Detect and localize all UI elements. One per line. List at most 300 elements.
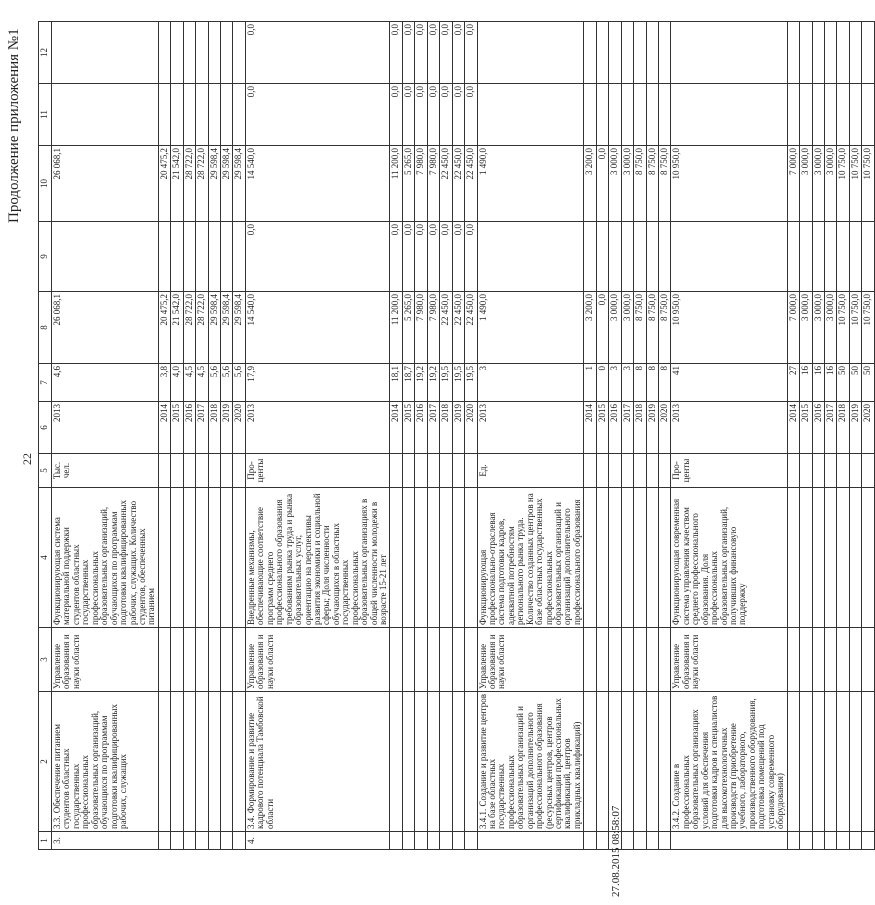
table-cell: 0,0 bbox=[440, 22, 452, 84]
table-cell: 3 000,0 bbox=[824, 292, 836, 364]
table-cell bbox=[787, 84, 799, 146]
table-cell bbox=[671, 222, 787, 292]
table-cell bbox=[849, 628, 861, 692]
table-row bbox=[824, 22, 836, 850]
table-cell bbox=[862, 84, 874, 146]
table-cell bbox=[52, 84, 159, 146]
table-cell bbox=[208, 22, 220, 84]
table-cell bbox=[634, 454, 646, 488]
table-cell bbox=[824, 628, 836, 692]
table-cell bbox=[800, 454, 812, 488]
table-cell bbox=[596, 832, 608, 850]
table-cell bbox=[171, 454, 183, 488]
table-cell bbox=[440, 488, 452, 628]
table-cell bbox=[52, 222, 159, 292]
table-cell bbox=[465, 692, 477, 832]
table-cell: 2020 bbox=[862, 402, 874, 454]
table-cell bbox=[584, 84, 596, 146]
table-cell: 5 265,0 bbox=[402, 146, 414, 222]
table-row bbox=[452, 22, 464, 850]
table-cell bbox=[646, 832, 658, 850]
table-row bbox=[390, 22, 402, 850]
table-cell: 50 bbox=[837, 364, 849, 402]
table-cell: 0,0 bbox=[427, 84, 439, 146]
table-cell: 2016 bbox=[609, 402, 621, 454]
table-cell bbox=[196, 222, 208, 292]
table-cell: 29 598,4 bbox=[208, 146, 220, 222]
table-cell: 4,0 bbox=[171, 364, 183, 402]
table-cell bbox=[440, 454, 452, 488]
table-cell bbox=[596, 22, 608, 84]
table-cell: 2013 bbox=[52, 402, 159, 454]
column-header: 5 bbox=[39, 454, 52, 488]
table-cell bbox=[596, 692, 608, 832]
table-cell bbox=[208, 832, 220, 850]
table-cell: 11 200,0 bbox=[390, 146, 402, 222]
table-cell bbox=[824, 22, 836, 84]
table-cell: 29 598,4 bbox=[221, 146, 233, 222]
table-cell bbox=[233, 454, 245, 488]
table-cell: 2016 bbox=[812, 402, 824, 454]
table-cell: 28 722,0 bbox=[183, 292, 195, 364]
table-cell: 10 750,0 bbox=[837, 146, 849, 222]
table-row bbox=[584, 22, 596, 850]
table-cell: 2018 bbox=[634, 402, 646, 454]
table-cell bbox=[849, 454, 861, 488]
table-cell: 22 450,0 bbox=[465, 146, 477, 222]
table-cell: 0,0 bbox=[452, 22, 464, 84]
table-cell bbox=[584, 488, 596, 628]
table-row bbox=[646, 22, 658, 850]
table-row bbox=[477, 22, 584, 850]
table-cell bbox=[196, 84, 208, 146]
table-cell bbox=[812, 84, 824, 146]
table-cell: 14 540,0 bbox=[245, 146, 390, 222]
table-cell bbox=[158, 222, 170, 292]
table-cell bbox=[208, 454, 220, 488]
table-cell bbox=[452, 832, 464, 850]
table-cell: 2014 bbox=[584, 402, 596, 454]
table-row bbox=[158, 22, 170, 850]
table-cell bbox=[646, 488, 658, 628]
table-cell: 3 000,0 bbox=[621, 292, 633, 364]
table-cell: Управление образования и науки области bbox=[477, 628, 584, 692]
table-cell bbox=[787, 488, 799, 628]
table-cell: 2018 bbox=[837, 402, 849, 454]
column-header: 1 bbox=[39, 832, 52, 850]
table-cell: 2014 bbox=[390, 402, 402, 454]
table-cell bbox=[609, 454, 621, 488]
table-cell: 10 750,0 bbox=[837, 292, 849, 364]
table-cell: 3 000,0 bbox=[800, 292, 812, 364]
table-cell: 8 bbox=[646, 364, 658, 402]
table-cell bbox=[171, 22, 183, 84]
table-cell bbox=[837, 222, 849, 292]
table-cell bbox=[158, 84, 170, 146]
table-cell bbox=[183, 22, 195, 84]
table-cell: 26 068,1 bbox=[52, 292, 159, 364]
table-cell: 10 950,0 bbox=[671, 146, 787, 222]
table-cell bbox=[390, 488, 402, 628]
table-cell bbox=[584, 222, 596, 292]
table-cell bbox=[787, 454, 799, 488]
table-row bbox=[245, 22, 390, 850]
table-cell: 3,8 bbox=[158, 364, 170, 402]
table-row bbox=[415, 22, 427, 850]
table-cell bbox=[862, 692, 874, 832]
table-row bbox=[233, 22, 245, 850]
table-cell bbox=[171, 628, 183, 692]
table-cell bbox=[208, 222, 220, 292]
table-cell: 2017 bbox=[427, 402, 439, 454]
table-cell: 22 450,0 bbox=[440, 146, 452, 222]
table-cell bbox=[221, 222, 233, 292]
table-cell bbox=[183, 832, 195, 850]
table-cell: 0 bbox=[596, 364, 608, 402]
table-cell bbox=[800, 222, 812, 292]
table-cell bbox=[390, 692, 402, 832]
table-cell bbox=[233, 84, 245, 146]
table-cell: Про-центы bbox=[245, 454, 390, 488]
table-cell bbox=[390, 628, 402, 692]
table-cell bbox=[233, 488, 245, 628]
table-cell bbox=[465, 832, 477, 850]
table-cell: 7 980,0 bbox=[427, 146, 439, 222]
table-cell: 28 722,0 bbox=[183, 146, 195, 222]
table-cell bbox=[221, 692, 233, 832]
table-cell bbox=[837, 22, 849, 84]
table-cell: 2020 bbox=[233, 402, 245, 454]
table-cell bbox=[634, 488, 646, 628]
table-cell bbox=[596, 488, 608, 628]
table-cell bbox=[849, 22, 861, 84]
table-cell: 10 750,0 bbox=[862, 146, 874, 222]
table-cell: 28 722,0 bbox=[196, 146, 208, 222]
table-cell bbox=[621, 454, 633, 488]
table-cell bbox=[452, 628, 464, 692]
column-header: 8 bbox=[39, 292, 52, 364]
table-cell: 1 bbox=[584, 364, 596, 402]
table-cell: 0,0 bbox=[415, 222, 427, 292]
table-cell bbox=[183, 488, 195, 628]
table-cell: 22 450,0 bbox=[452, 292, 464, 364]
table-cell: Тыс. чел. bbox=[52, 454, 159, 488]
table-cell: 2020 bbox=[658, 402, 670, 454]
table-cell: 3.3. Обеспечение питанием студентов областных государственных профессиональных образовательных организаций, обучающихся по программам подготовки квалифицированных рабочих, служащих bbox=[52, 692, 159, 832]
table-cell bbox=[452, 692, 464, 832]
column-header: 3 bbox=[39, 628, 52, 692]
table-cell bbox=[390, 454, 402, 488]
table-cell bbox=[824, 832, 836, 850]
table-cell bbox=[196, 22, 208, 84]
table-cell: 7 980,0 bbox=[415, 146, 427, 222]
table-cell: 0,0 bbox=[440, 84, 452, 146]
table-cell bbox=[646, 454, 658, 488]
table-cell: 7 980,0 bbox=[427, 292, 439, 364]
table-cell bbox=[415, 832, 427, 850]
table-cell bbox=[837, 488, 849, 628]
table-cell: 19,5 bbox=[465, 364, 477, 402]
table-cell: 4. bbox=[245, 832, 390, 850]
table-cell: 2013 bbox=[671, 402, 787, 454]
table-cell: 10 750,0 bbox=[862, 292, 874, 364]
table-cell bbox=[465, 454, 477, 488]
table-cell: 0,0 bbox=[440, 222, 452, 292]
table-cell bbox=[183, 222, 195, 292]
table-cell: 8 bbox=[658, 364, 670, 402]
table-cell: 8 750,0 bbox=[634, 146, 646, 222]
table-cell bbox=[596, 628, 608, 692]
table-cell bbox=[440, 692, 452, 832]
table-cell: 27 bbox=[787, 364, 799, 402]
table-cell: 10 950,0 bbox=[671, 292, 787, 364]
table-cell bbox=[465, 488, 477, 628]
table-cell bbox=[862, 22, 874, 84]
table-cell: 3. bbox=[52, 832, 159, 850]
table-cell: 4,6 bbox=[52, 364, 159, 402]
table-cell bbox=[658, 22, 670, 84]
table-cell bbox=[800, 832, 812, 850]
table-cell bbox=[812, 454, 824, 488]
column-header: 11 bbox=[39, 84, 52, 146]
table-cell: 0,0 bbox=[452, 84, 464, 146]
table-cell: 3.4. Формирование и развитие кадрового потенциала Тамбовской области bbox=[245, 692, 390, 832]
table-cell bbox=[609, 628, 621, 692]
table-cell bbox=[621, 22, 633, 84]
table-cell: 3 000,0 bbox=[621, 146, 633, 222]
table-cell bbox=[402, 488, 414, 628]
table-row bbox=[465, 22, 477, 850]
table-cell bbox=[634, 628, 646, 692]
table-cell bbox=[415, 454, 427, 488]
table-cell bbox=[812, 222, 824, 292]
table-cell bbox=[837, 454, 849, 488]
table-cell: 2017 bbox=[824, 402, 836, 454]
page-title: Продолжение приложения №1 bbox=[6, 28, 22, 223]
table-cell bbox=[787, 22, 799, 84]
table-cell bbox=[596, 222, 608, 292]
table-cell: Ед. bbox=[477, 454, 584, 488]
table-cell bbox=[233, 22, 245, 84]
table-cell bbox=[812, 628, 824, 692]
table-cell bbox=[862, 488, 874, 628]
table-cell: 22 450,0 bbox=[440, 292, 452, 364]
table-row bbox=[221, 22, 233, 850]
table-cell bbox=[427, 832, 439, 850]
table-row bbox=[196, 22, 208, 850]
table-cell: 0,0 bbox=[415, 84, 427, 146]
table-cell bbox=[402, 454, 414, 488]
table-cell bbox=[837, 84, 849, 146]
table-cell bbox=[465, 628, 477, 692]
table-cell bbox=[452, 488, 464, 628]
table-row bbox=[849, 22, 861, 850]
table-cell: 11 200,0 bbox=[390, 292, 402, 364]
table-cell: 0,0 bbox=[402, 22, 414, 84]
table-cell: 19,2 bbox=[427, 364, 439, 402]
table-cell: 29 598,4 bbox=[233, 292, 245, 364]
table-cell: 2016 bbox=[415, 402, 427, 454]
table-header-row bbox=[39, 22, 52, 850]
table-cell: 29 598,4 bbox=[221, 292, 233, 364]
table-cell bbox=[824, 84, 836, 146]
table-cell bbox=[402, 832, 414, 850]
table-cell bbox=[221, 454, 233, 488]
table-cell bbox=[837, 628, 849, 692]
table-cell bbox=[415, 692, 427, 832]
table-cell bbox=[221, 84, 233, 146]
table-cell: 0,0 bbox=[465, 22, 477, 84]
table-cell bbox=[671, 832, 787, 850]
table-cell: 5 265,0 bbox=[402, 292, 414, 364]
table-cell: 19,5 bbox=[452, 364, 464, 402]
table-cell bbox=[390, 832, 402, 850]
table-cell: 19,5 bbox=[440, 364, 452, 402]
table-cell: 2015 bbox=[800, 402, 812, 454]
table-cell bbox=[812, 488, 824, 628]
table-cell: 8 750,0 bbox=[634, 292, 646, 364]
table-cell bbox=[196, 454, 208, 488]
table-cell: 10 750,0 bbox=[849, 146, 861, 222]
table-cell: 0,0 bbox=[465, 84, 477, 146]
table-cell bbox=[862, 628, 874, 692]
table-cell bbox=[183, 454, 195, 488]
table-cell: 0,0 bbox=[596, 146, 608, 222]
table-cell: 0,0 bbox=[402, 222, 414, 292]
table-cell bbox=[646, 692, 658, 832]
table-row bbox=[621, 22, 633, 850]
table-cell: Внедренные механизмы, обеспечивающие соответствие программ среднего профессионального образования требованиям рынка труда и рынка образовательных услуг, ориентацию на перспективы развития экономики и социальной сферы; Доля численности обучающихся в областных государственных профессиональных образовательных организациях в общей численности молодежи в возрасте 15-21 лет bbox=[245, 488, 390, 628]
table-cell bbox=[609, 222, 621, 292]
column-header: 4 bbox=[39, 488, 52, 628]
table-cell bbox=[837, 832, 849, 850]
table-cell bbox=[233, 628, 245, 692]
table-cell bbox=[171, 488, 183, 628]
table-cell: 3 000,0 bbox=[812, 146, 824, 222]
column-header: 7 bbox=[39, 364, 52, 402]
table-cell: Про-центы bbox=[671, 454, 787, 488]
table-cell bbox=[812, 832, 824, 850]
table-cell: 7 000,0 bbox=[787, 146, 799, 222]
table-cell: 20 475,2 bbox=[158, 292, 170, 364]
table-cell: 2020 bbox=[465, 402, 477, 454]
table-cell: 18,1 bbox=[390, 364, 402, 402]
table-cell: 2014 bbox=[158, 402, 170, 454]
table-cell bbox=[646, 84, 658, 146]
table-cell: 5,6 bbox=[208, 364, 220, 402]
table-cell: 0,0 bbox=[245, 222, 390, 292]
table-row bbox=[837, 22, 849, 850]
print-timestamp: 27.08.2015 08:58:07 bbox=[610, 805, 622, 897]
table-cell bbox=[158, 692, 170, 832]
table-cell bbox=[477, 222, 584, 292]
table-row bbox=[402, 22, 414, 850]
table-cell: 50 bbox=[862, 364, 874, 402]
table-cell bbox=[634, 832, 646, 850]
table-row bbox=[183, 22, 195, 850]
table-row bbox=[52, 22, 159, 850]
table-cell: 0,0 bbox=[245, 22, 390, 84]
table-cell: 2015 bbox=[402, 402, 414, 454]
table-cell: 2017 bbox=[196, 402, 208, 454]
table-cell bbox=[787, 692, 799, 832]
table-cell: 8 750,0 bbox=[658, 292, 670, 364]
table-cell: 17,9 bbox=[245, 364, 390, 402]
table-cell bbox=[477, 832, 584, 850]
table-cell bbox=[658, 692, 670, 832]
table-cell bbox=[183, 84, 195, 146]
table-cell bbox=[800, 488, 812, 628]
table-cell bbox=[800, 22, 812, 84]
table-cell: Функционирующая система материальной поддержки студентов областных государственных профессиональных образовательных организаций, обучающихся по программам подготовки квалифицированных рабочих, служащих. Количество студентов, обеспеченных питанием bbox=[52, 488, 159, 628]
table-cell bbox=[824, 488, 836, 628]
table-cell bbox=[621, 222, 633, 292]
table-cell: 0,0 bbox=[402, 84, 414, 146]
table-cell bbox=[171, 692, 183, 832]
table-row bbox=[634, 22, 646, 850]
table-cell: 0,0 bbox=[245, 84, 390, 146]
table-cell: 3.4.2. Создание в профессиональных образовательных организациях условий для обеспечения подготовки кадров и специалистов для высокотехнологичных производств (приобретение учебного, лабораторного, производственного оборудования, подготовка помещений под установку современного оборудования) bbox=[671, 692, 787, 832]
table-cell bbox=[646, 222, 658, 292]
column-header: 12 bbox=[39, 22, 52, 84]
table-cell: Управление образования и науки области bbox=[245, 628, 390, 692]
table-cell bbox=[440, 832, 452, 850]
column-header: 2 bbox=[39, 692, 52, 832]
table-cell: 3 000,0 bbox=[609, 292, 621, 364]
table-cell bbox=[862, 454, 874, 488]
table-cell bbox=[171, 222, 183, 292]
table-cell bbox=[233, 692, 245, 832]
column-header: 10 bbox=[39, 146, 52, 222]
table-cell bbox=[849, 832, 861, 850]
table-cell bbox=[621, 84, 633, 146]
table-cell: 8 750,0 bbox=[646, 292, 658, 364]
table-cell: 2019 bbox=[849, 402, 861, 454]
table-cell: 0,0 bbox=[390, 22, 402, 84]
table-cell: 50 bbox=[849, 364, 861, 402]
table-cell: 2019 bbox=[221, 402, 233, 454]
table-cell bbox=[634, 222, 646, 292]
table-row bbox=[812, 22, 824, 850]
table-cell: 16 bbox=[824, 364, 836, 402]
table-cell bbox=[658, 832, 670, 850]
table-cell bbox=[658, 222, 670, 292]
table-cell bbox=[787, 832, 799, 850]
table-cell bbox=[477, 22, 584, 84]
table-cell: 3.4.1. Создание и развитие центров на базе областных государственных профессиональных образовательных организаций и организаций дополнительного профессионального образования (ресурсных центров, центров сертификации профессиональных квалификаций, центров прикладных квалификаций) bbox=[477, 692, 584, 832]
table-cell bbox=[208, 692, 220, 832]
table-row bbox=[440, 22, 452, 850]
table-cell bbox=[800, 84, 812, 146]
table-cell: 3 bbox=[621, 364, 633, 402]
table-row bbox=[427, 22, 439, 850]
table-cell bbox=[584, 628, 596, 692]
table-cell bbox=[837, 692, 849, 832]
table-cell: 3 bbox=[609, 364, 621, 402]
table-cell bbox=[427, 692, 439, 832]
table-cell bbox=[671, 84, 787, 146]
table-cell: 3 000,0 bbox=[824, 146, 836, 222]
table-cell bbox=[158, 22, 170, 84]
table-cell: 2015 bbox=[171, 402, 183, 454]
table-cell bbox=[158, 488, 170, 628]
table-cell bbox=[402, 628, 414, 692]
table-cell: 0,0 bbox=[596, 292, 608, 364]
table-row bbox=[596, 22, 608, 850]
table-cell: 0,0 bbox=[452, 222, 464, 292]
table-cell bbox=[800, 692, 812, 832]
table-cell bbox=[862, 222, 874, 292]
